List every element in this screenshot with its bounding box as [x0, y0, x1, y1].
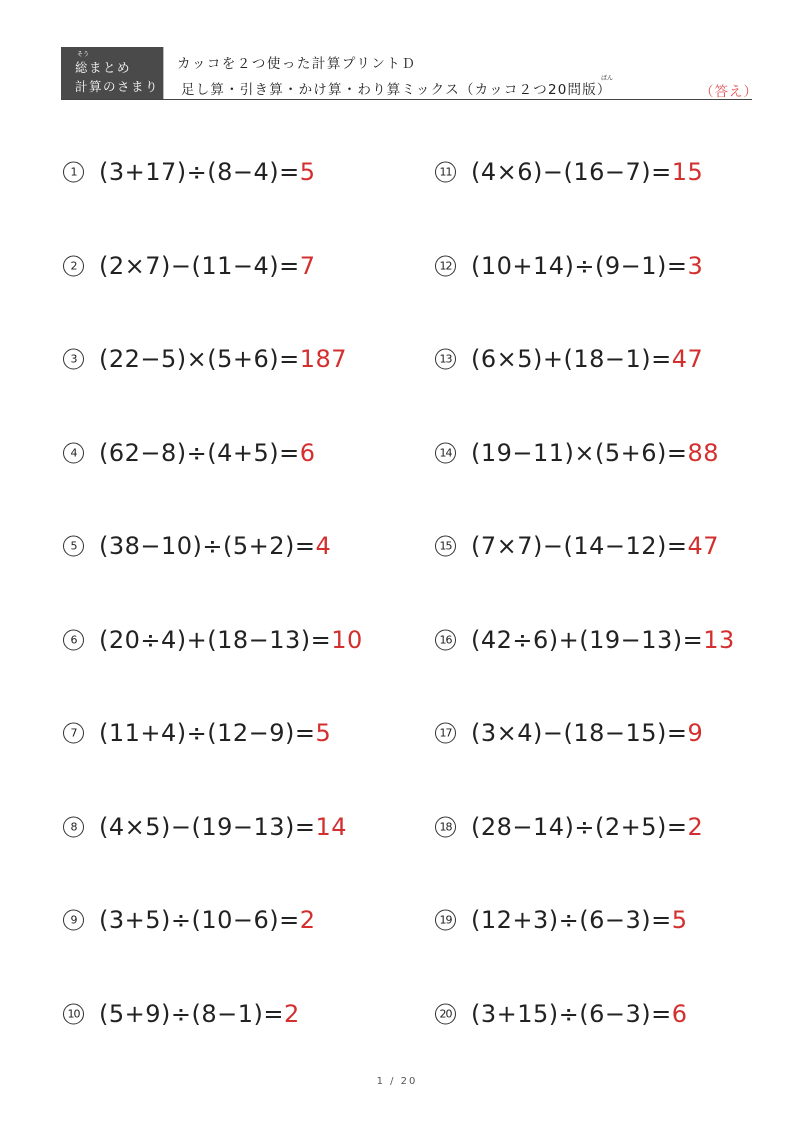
expression-text: (7×7)−(14−12)=	[471, 532, 688, 560]
problem-expression	[99, 158, 316, 186]
problem-expression	[471, 626, 735, 654]
problem-expression	[471, 345, 703, 373]
problem-expression	[99, 532, 331, 560]
answer-value: 2	[687, 812, 704, 841]
problem-number: 16	[435, 629, 456, 650]
problem-number: 11	[435, 162, 456, 183]
expression-text: (3×4)−(18−15)=	[471, 719, 688, 747]
header-rule	[61, 99, 752, 100]
answer-value: 9	[687, 719, 704, 747]
answer-value: 7	[299, 251, 316, 280]
problem-number: 7	[63, 723, 84, 744]
answer-value: 47	[687, 532, 720, 560]
expression-text: (3+17)÷(8−4)=	[99, 158, 300, 186]
expression-text: (3+5)÷(10−6)=	[99, 906, 300, 934]
problem-expression	[471, 252, 703, 280]
problem-number: 10	[63, 1003, 84, 1024]
answer-value: 2	[299, 906, 316, 934]
problem-expression	[99, 252, 316, 280]
problem-number: 9	[63, 910, 84, 931]
expression-text: (38−10)÷(5+2)=	[99, 532, 316, 560]
problem-expression	[99, 439, 316, 467]
problem-number: 6	[63, 629, 84, 650]
answer-value: 6	[299, 438, 316, 467]
problem-number: 19	[435, 910, 456, 931]
expression-text: (4×5)−(19−13)=	[99, 812, 316, 841]
problem-number: 15	[435, 536, 456, 557]
problem-number: 12	[435, 255, 456, 276]
problem-number: 17	[435, 723, 456, 744]
expression-text: (19−11)×(5+6)=	[471, 438, 688, 467]
answer-value: 10	[331, 625, 363, 654]
problem-number: 20	[435, 1003, 456, 1024]
problem-number: 4	[63, 442, 84, 463]
answer-value: 5	[671, 906, 688, 934]
expression-text: (6×5)+(18−1)=	[471, 345, 672, 373]
expression-text: (22−5)×(5+6)=	[99, 345, 300, 373]
problem-expression	[471, 813, 703, 841]
problem-number: 13	[435, 349, 456, 370]
header-divider	[163, 47, 164, 99]
answer-value: 88	[687, 438, 720, 467]
problem-number: 8	[63, 816, 84, 837]
problem-expression	[471, 906, 688, 934]
answer-value: 5	[315, 719, 332, 747]
problem-expression	[471, 532, 719, 560]
answer-value: 187	[299, 345, 348, 373]
page-title: カッコを２つ使った計算プリントＤ	[177, 56, 417, 72]
problem-expression	[99, 719, 331, 747]
problem-expression	[471, 1000, 688, 1028]
expression-text: (12+3)÷(6−3)=	[471, 906, 672, 934]
badge-line-1: 総まとめ	[75, 60, 132, 75]
expression-text: (10+14)÷(9−1)=	[471, 251, 688, 280]
problem-number: 14	[435, 442, 456, 463]
problem-expression	[471, 719, 703, 747]
problem-expression	[99, 345, 347, 373]
problem-number: 3	[63, 349, 84, 370]
badge-ruby: そう	[77, 51, 90, 58]
answer-value: 47	[671, 345, 704, 373]
expression-text: (4×6)−(16−7)=	[471, 158, 672, 186]
expression-text: (5+9)÷(8−1)=	[99, 999, 284, 1028]
answer-value: 2	[283, 999, 300, 1028]
expression-text: (62−8)÷(4+5)=	[99, 438, 300, 467]
answer-value: 13	[703, 625, 735, 654]
answer-value: 5	[299, 158, 316, 186]
subtitle-ruby: ばん	[601, 75, 614, 82]
problem-expression	[99, 1000, 300, 1028]
problem-expression	[99, 626, 363, 654]
problem-number: 18	[435, 816, 456, 837]
expression-text: (11+4)÷(12−9)=	[99, 719, 316, 747]
answer-value: 15	[671, 158, 704, 186]
answer-value: 14	[315, 812, 348, 841]
answer-value: 6	[671, 999, 688, 1028]
page-subtitle: 足し算・引き算・かけ算・わり算ミックス（カッコ２つ20問版）	[181, 82, 612, 98]
problem-expression	[99, 906, 316, 934]
expression-text: (42÷6)+(19−13)=	[471, 625, 704, 654]
answer-value: 3	[687, 251, 704, 280]
problem-expression	[471, 158, 703, 186]
problem-number: 2	[63, 255, 84, 276]
category-badge	[61, 47, 163, 99]
expression-text: (3+15)÷(6−3)=	[471, 999, 672, 1028]
answer-value: 4	[315, 532, 332, 560]
problem-number: 1	[63, 162, 84, 183]
badge-line-2: 計算のさまり	[75, 79, 160, 94]
problem-expression	[471, 439, 719, 467]
expression-text: (28−14)÷(2+5)=	[471, 812, 688, 841]
page-number: 1 / 20	[376, 1076, 418, 1087]
answer-label: （答え）	[700, 84, 758, 100]
expression-text: (20÷4)+(18−13)=	[99, 625, 332, 654]
expression-text: (2×7)−(11−4)=	[99, 251, 300, 280]
problem-expression	[99, 813, 347, 841]
problem-number: 5	[63, 536, 84, 557]
